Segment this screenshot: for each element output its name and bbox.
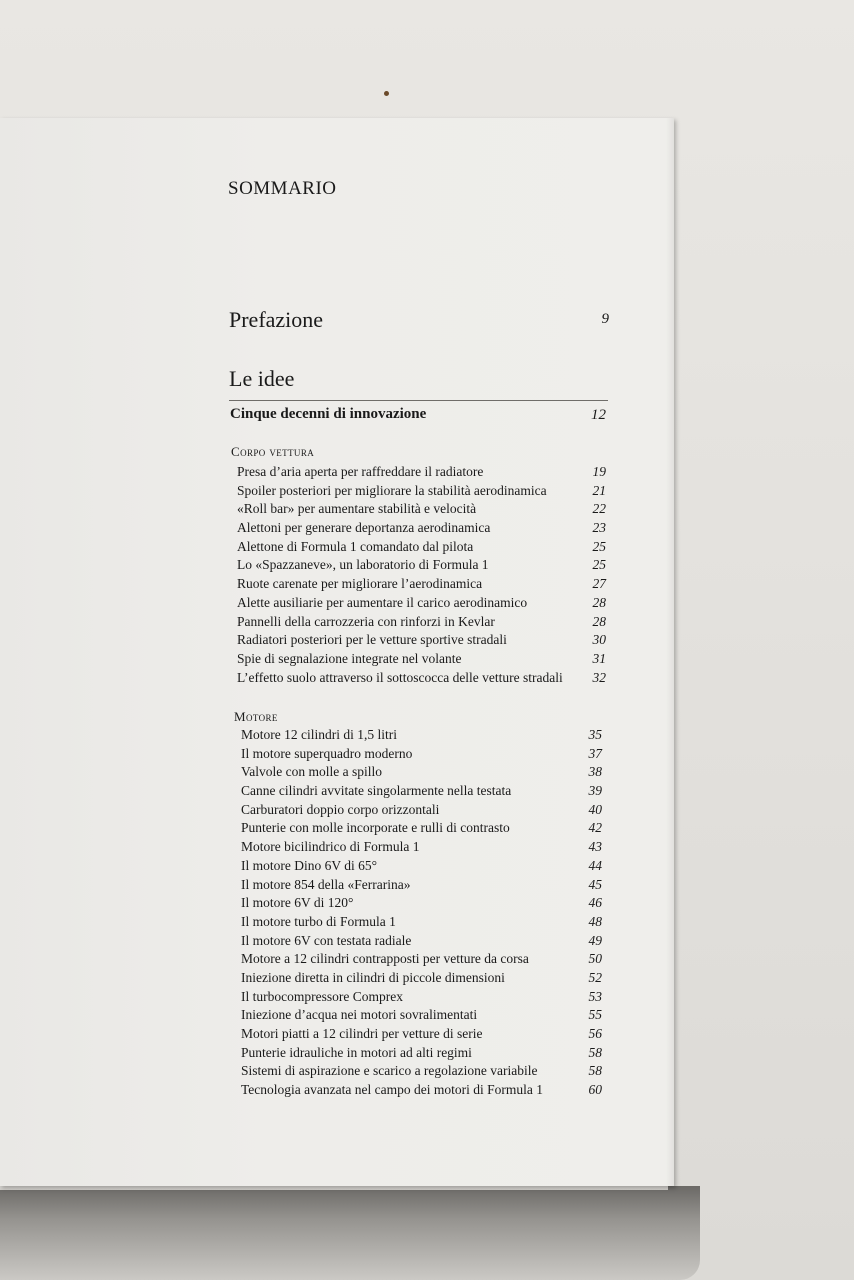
toc-entry bbox=[237, 483, 606, 502]
toc-entry-label: Il motore 6V di 120° bbox=[241, 895, 354, 911]
toc-entry-label: Ruote carenate per migliorare l’aerodinamica bbox=[237, 576, 483, 592]
toc-entry-label: Alettone di Formula 1 comandato dal pilota bbox=[237, 538, 474, 554]
toc-entry bbox=[241, 1007, 602, 1026]
toc-entry-page: 49 bbox=[588, 932, 602, 948]
toc-entry-label: Motore 12 cilindri di 1,5 litri bbox=[241, 727, 397, 742]
toc-entry bbox=[241, 820, 602, 839]
part-heading-label: Le idee bbox=[229, 366, 295, 391]
toc-entry-label: L’effetto suolo attraverso il sottoscocca delle vetture stradali bbox=[237, 669, 563, 685]
toc-entry-label: Lo «Spazzaneve», un laboratorio di Formula 1 bbox=[237, 557, 489, 573]
toc-entry-label: Alette ausiliarie per aumentare il carico aerodinamico bbox=[237, 594, 528, 610]
toc-entry bbox=[237, 595, 606, 614]
toc-entry-page: 28 bbox=[592, 594, 606, 610]
toc-entry-page: 40 bbox=[588, 801, 602, 817]
toc-entry bbox=[241, 951, 602, 970]
toc-entry bbox=[241, 1063, 602, 1082]
toc-entry bbox=[241, 1026, 602, 1045]
toc-entry-label: Motore bicilindrico di Formula 1 bbox=[241, 839, 420, 855]
toc-entry bbox=[241, 839, 602, 858]
toc-entry-label: «Roll bar» per aumentare stabilità e velocità bbox=[237, 501, 477, 517]
toc-entry-page: 55 bbox=[588, 1007, 602, 1023]
section-heading-motore: Motore bbox=[234, 709, 278, 724]
toc-entry bbox=[241, 727, 602, 746]
toc-entry bbox=[241, 783, 602, 802]
book-shadow bbox=[0, 1186, 700, 1280]
toc-entry bbox=[241, 764, 602, 783]
toc-entry-label: Iniezione diretta in cilindri di piccole dimensioni bbox=[241, 969, 505, 985]
toc-list-corpo-vettura bbox=[237, 464, 606, 688]
toc-entry bbox=[237, 520, 606, 539]
toc-entry-label: Spoiler posteriori per migliorare la stabilità aerodinamica bbox=[237, 482, 547, 498]
toc-entry-page: 60 bbox=[588, 1082, 602, 1098]
toc-entry-page: 25 bbox=[592, 557, 606, 573]
toc-list-motore bbox=[241, 727, 602, 1101]
toc-entry-label: Alettoni per generare deportanza aerodinamica bbox=[237, 520, 491, 536]
toc-entry-page: 52 bbox=[588, 969, 602, 985]
toc-entry-label: Motori piatti a 12 cilindri per vetture di serie bbox=[241, 1026, 483, 1041]
toc-entry-page: 32 bbox=[592, 669, 606, 685]
toc-entry-label: Sistemi di aspirazione e scarico a regolazione variabile bbox=[241, 1063, 538, 1079]
toc-entry-page: 39 bbox=[588, 783, 602, 799]
toc-entry-page: 50 bbox=[588, 951, 602, 967]
toc-entry-label: Il motore turbo di Formula 1 bbox=[241, 913, 396, 929]
toc-entry-label: Pannelli della carrozzeria con rinforzi in Kevlar bbox=[237, 613, 495, 629]
section-heading-corpo-vettura: Corpo vettura bbox=[231, 444, 315, 459]
toc-entry-page: 42 bbox=[588, 820, 602, 836]
toc-entry-label: Tecnologia avanzata nel campo dei motori di Formula 1 bbox=[241, 1082, 543, 1098]
toc-entry-page: 19 bbox=[592, 464, 606, 479]
toc-entry-page: 25 bbox=[592, 538, 606, 554]
toc-entry bbox=[241, 746, 602, 765]
toc-entry-label: Carburatori doppio corpo orizzontali bbox=[241, 801, 440, 817]
toc-entry-page: 31 bbox=[592, 650, 606, 666]
toc-entry-page: 23 bbox=[592, 520, 606, 536]
toc-entry-label: Cinque decenni di innovazione bbox=[230, 406, 427, 422]
toc-entry-page: 38 bbox=[588, 764, 602, 780]
toc-entry bbox=[237, 670, 606, 689]
toc-entry-label: Prefazione bbox=[229, 307, 324, 332]
toc-entry bbox=[237, 614, 606, 633]
toc-entry-page: 58 bbox=[588, 1063, 602, 1079]
toc-entry-page: 21 bbox=[592, 482, 606, 498]
toc-entry bbox=[241, 914, 602, 933]
toc-entry-page: 37 bbox=[588, 745, 602, 761]
toc-entry bbox=[241, 877, 602, 896]
toc-entry-page: 12 bbox=[591, 407, 606, 423]
toc-entry-page: 43 bbox=[588, 839, 602, 855]
toc-entry bbox=[241, 1082, 602, 1101]
toc-entry-page: 56 bbox=[588, 1026, 602, 1041]
toc-entry bbox=[241, 1045, 602, 1064]
toc-entry bbox=[241, 970, 602, 989]
toc-entry-label: Il motore 6V con testata radiale bbox=[241, 932, 412, 948]
toc-entry-page: 45 bbox=[588, 876, 602, 892]
toc-entry-label: Iniezione d’acqua nei motori sovralimentati bbox=[241, 1007, 478, 1023]
toc-entry bbox=[237, 576, 606, 595]
toc-entry-label: Canne cilindri avvitate singolarmente nella testata bbox=[241, 783, 512, 799]
toc-entry-label: Presa d’aria aperta per raffreddare il radiatore bbox=[237, 464, 484, 479]
toc-entry-page: 44 bbox=[588, 857, 602, 873]
toc-entry bbox=[241, 933, 602, 952]
toc-entry-page: 53 bbox=[588, 988, 602, 1004]
toc-entry-label: Valvole con molle a spillo bbox=[241, 764, 382, 780]
toc-entry-label: Il motore superquadro moderno bbox=[241, 745, 413, 761]
toc-entry bbox=[237, 651, 606, 670]
toc-entry-page: 27 bbox=[592, 576, 606, 592]
page-title: SOMMARIO bbox=[228, 178, 337, 199]
toc-entry-page: 35 bbox=[588, 727, 602, 742]
toc-entry-page: 28 bbox=[592, 613, 606, 629]
toc-entry bbox=[237, 464, 606, 483]
toc-entry bbox=[241, 989, 602, 1008]
toc-entry bbox=[241, 895, 602, 914]
toc-entry-label: Punterie idrauliche in motori ad alti regimi bbox=[241, 1044, 472, 1060]
toc-entry bbox=[237, 539, 606, 558]
toc-entry bbox=[237, 632, 606, 651]
toc-entry-label: Il motore Dino 6V di 65° bbox=[241, 857, 378, 873]
toc-entry-prefazione bbox=[229, 307, 609, 335]
toc-entry bbox=[241, 858, 602, 877]
toc-entry-page: 46 bbox=[588, 895, 602, 911]
toc-entry-label: Il turbocompressore Comprex bbox=[241, 988, 403, 1004]
toc-entry-page: 30 bbox=[592, 632, 606, 648]
toc-entry-label: Motore a 12 cilindri contrapposti per vetture da corsa bbox=[241, 951, 529, 967]
toc-entry bbox=[237, 557, 606, 576]
toc-entry bbox=[237, 501, 606, 520]
toc-entry-label: Punterie con molle incorporate e rulli di contrasto bbox=[241, 820, 510, 836]
toc-entry-label: Il motore 854 della «Ferrarina» bbox=[241, 876, 411, 892]
toc-entry-page: 48 bbox=[588, 913, 602, 929]
page-edge-shade bbox=[666, 118, 674, 1186]
toc-entry bbox=[241, 802, 602, 821]
toc-entry-page: 58 bbox=[588, 1044, 602, 1060]
dust-speck bbox=[384, 91, 389, 96]
divider bbox=[229, 400, 608, 401]
part-heading bbox=[229, 366, 609, 394]
toc-entry-label: Spie di segnalazione integrate nel volante bbox=[237, 650, 462, 666]
toc-entry-page: 9 bbox=[601, 311, 609, 327]
toc-entry-page: 22 bbox=[592, 501, 606, 517]
toc-entry-label: Radiatori posteriori per le vetture sportive stradali bbox=[237, 632, 507, 648]
